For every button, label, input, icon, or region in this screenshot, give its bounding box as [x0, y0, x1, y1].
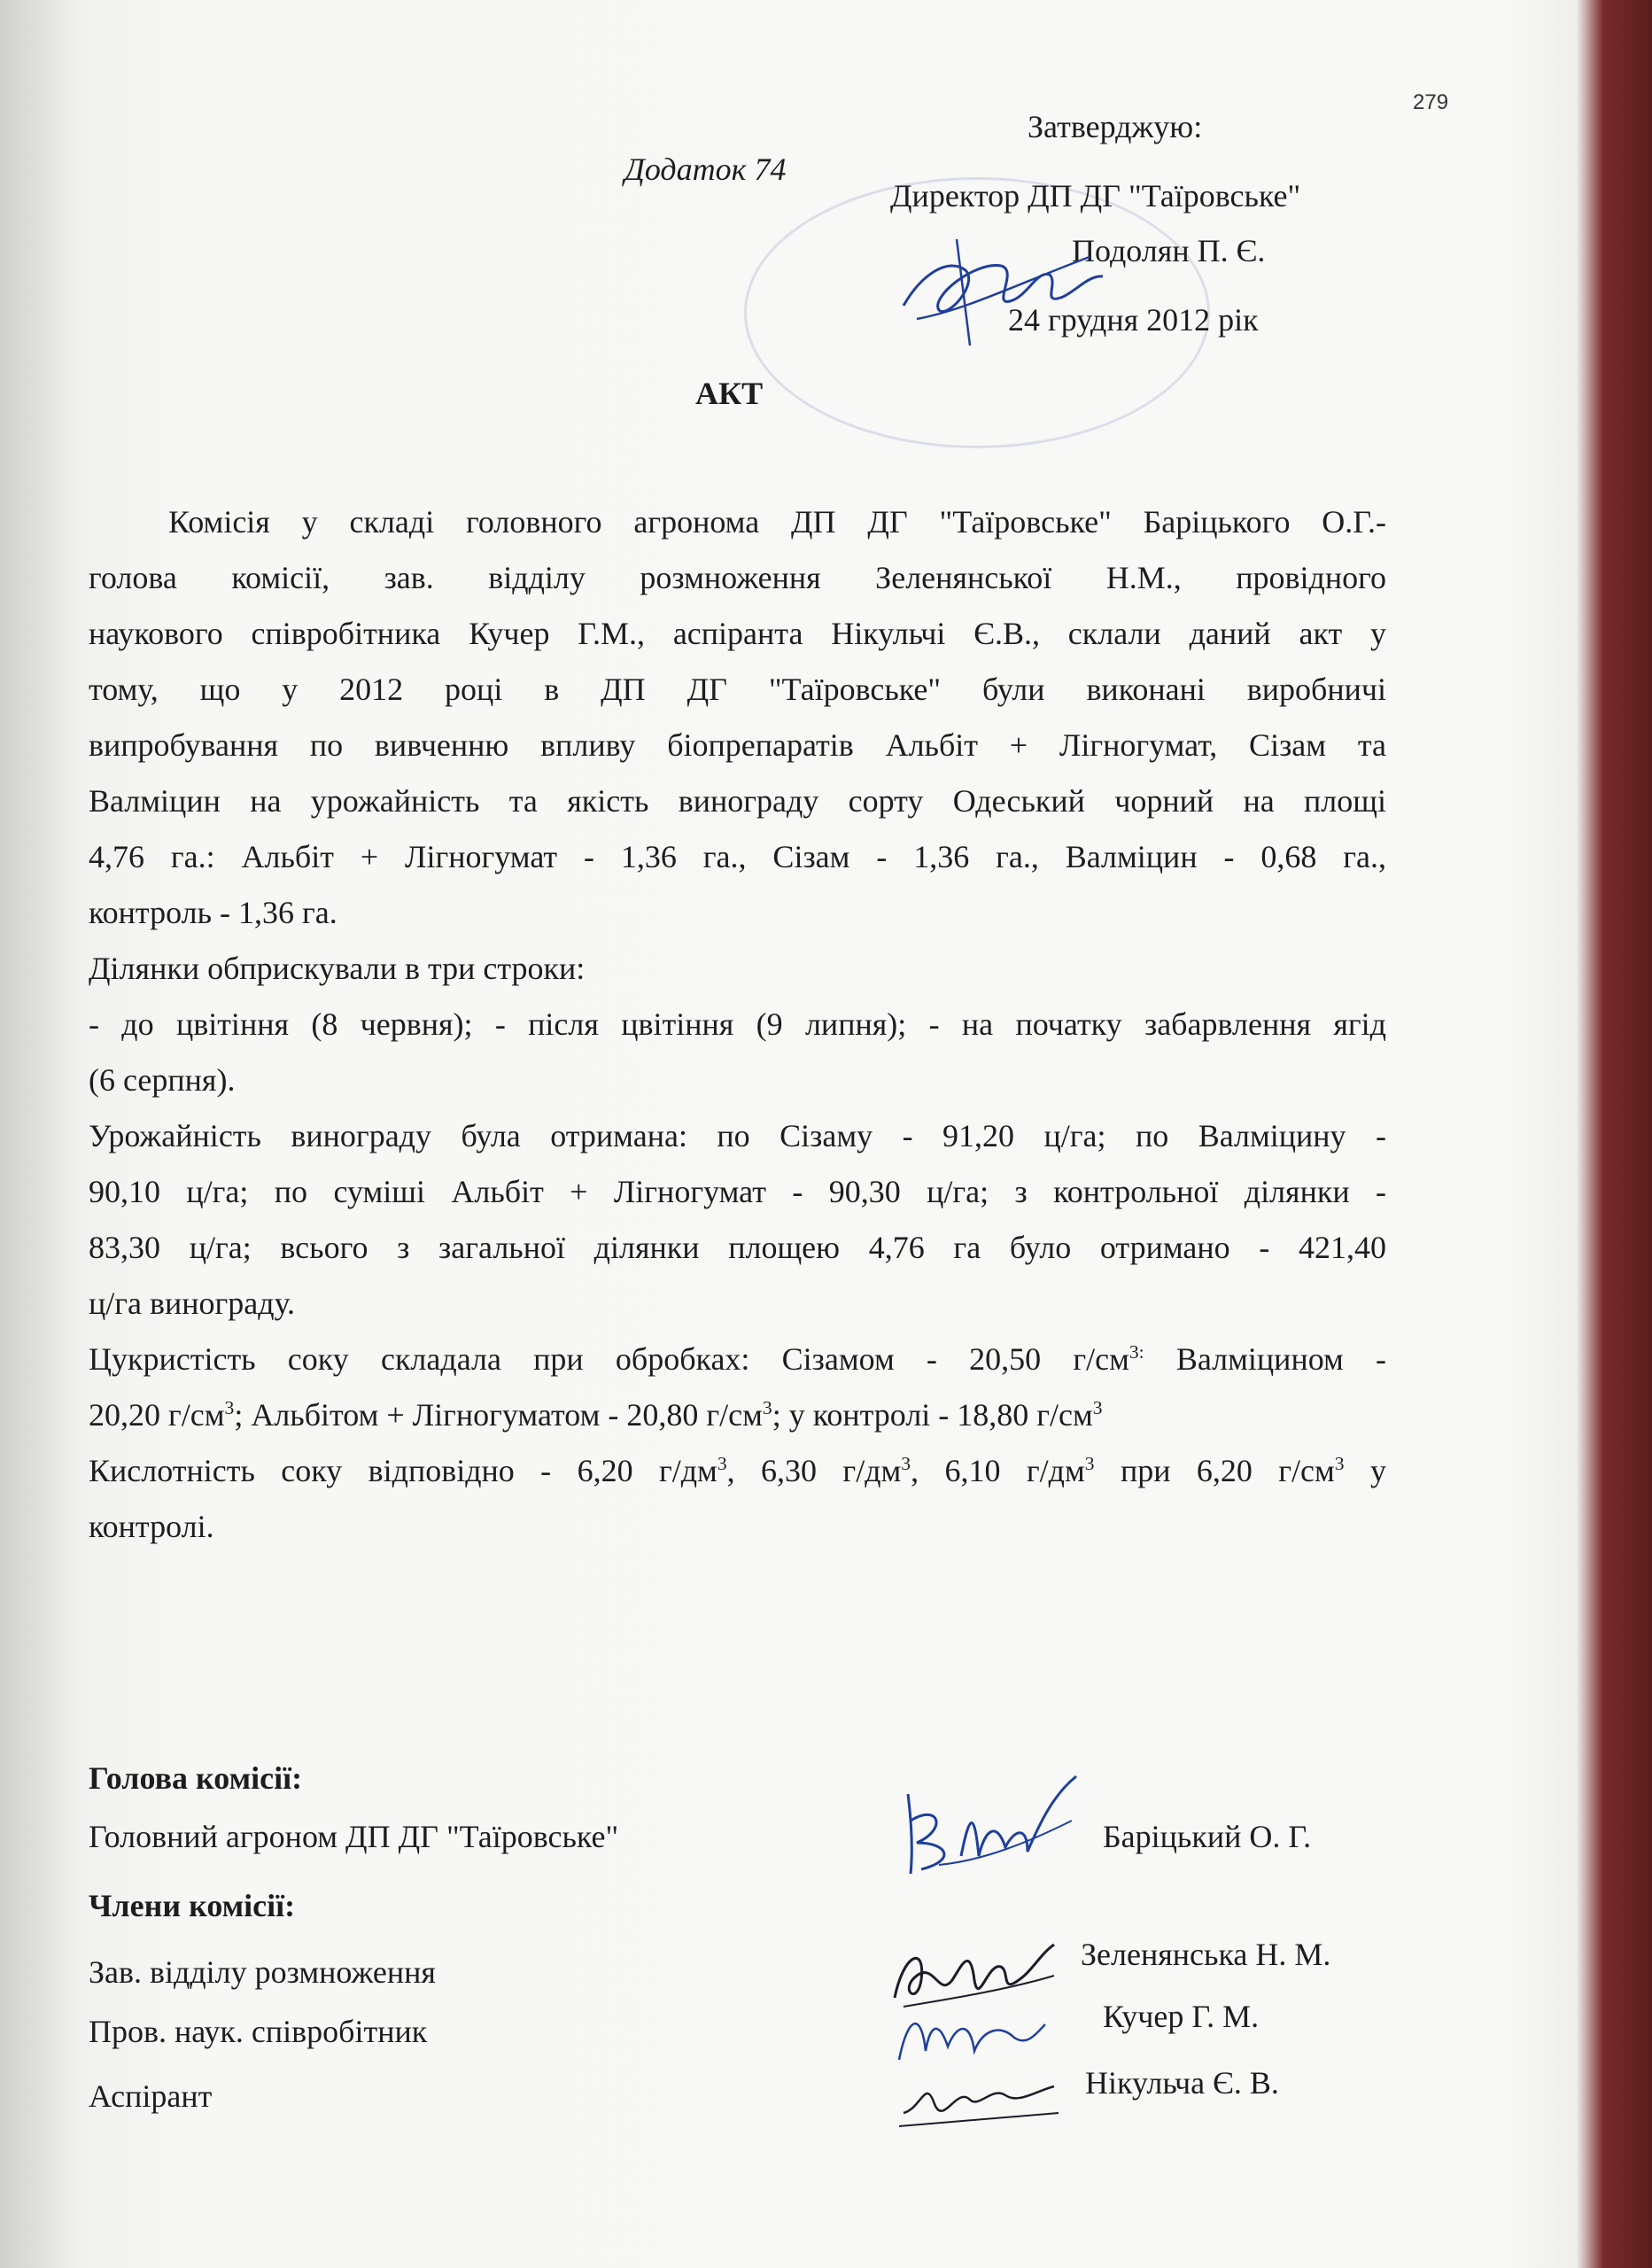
p1-line: випробування по вивченню впливу біопрепаратів Альбіт + Лігногумат, Сізам та [89, 727, 1386, 763]
paragraph-1 [89, 503, 1386, 1564]
director-name: Подолян П. Є. [1072, 233, 1266, 268]
chair-role: Головний агроном ДП ДГ "Таїровське" [89, 1819, 619, 1854]
member-signature-3 [895, 2060, 1063, 2140]
paragraph-3-line: - до цвітіння (8 червня); - після цвітіння (9 липня); - на початку забарвлення ягід [89, 1006, 1386, 1042]
p5-text: ; у контролі - 18,80 г/см [772, 1397, 1093, 1433]
chair-heading: Голова комісії: [89, 1760, 303, 1796]
p6-text: у [1344, 1453, 1386, 1488]
appendix-label: Додаток 74 [624, 151, 787, 187]
superscript: 3 [1092, 1397, 1103, 1418]
p1-line: голова комісії, зав. відділу розмноження Зеленянської Н.М., провідного [89, 560, 1386, 595]
p1-line: Комісія у складі головного агронома ДП ДГ "Таїровське" Баріцького О.Г.- [168, 504, 1386, 540]
paragraph-3-line: (6 серпня). [89, 1062, 236, 1098]
member-role: Аспірант [89, 2078, 213, 2114]
page-number: 279 [1413, 90, 1449, 114]
superscript: 3 [762, 1397, 772, 1418]
director-title: Директор ДП ДГ "Таїровське" [890, 178, 1301, 214]
superscript: 3 [717, 1453, 727, 1474]
chair-signature [886, 1759, 1090, 1891]
member-name: Кучер Г. М. [1103, 1999, 1260, 2034]
p6-line [89, 1452, 1386, 1508]
p4-line-last: ц/га винограду. [89, 1285, 295, 1321]
p1-line: 4,76 га.: Альбіт + Лігногумат - 1,36 га., Сізам - 1,36 га., Валміцин - 0,68 га., [89, 839, 1386, 874]
p6-line: контролі. [89, 1509, 214, 1544]
paragraph-2: Ділянки обприскували в три строки: [89, 951, 586, 986]
member-name: Нікульча Є. В. [1085, 2065, 1279, 2101]
director-signature [886, 221, 1116, 363]
members-heading: Члени комісії: [89, 1888, 296, 1923]
p4-line: 83,30 ц/га; всього з загальної ділянки площею 4,76 га було отримано - 421,40 [89, 1230, 1386, 1265]
superscript: 3: [1128, 1341, 1144, 1363]
superscript: 3 [224, 1397, 235, 1418]
p1-line-last: контроль - 1,36 га. [89, 895, 337, 930]
superscript: 3 [1334, 1453, 1345, 1474]
p6-text: Кислотність соку відповідно - 6,20 г/дм [89, 1453, 717, 1488]
p6-text: при 6,20 г/см [1094, 1453, 1335, 1488]
chair-name: Баріцький О. Г. [1103, 1819, 1312, 1854]
p1-line: Валміцин на урожайність та якість винограду сорту Одеський чорний на площі [89, 783, 1386, 819]
p5-line [89, 1396, 1386, 1452]
superscript: 3 [901, 1453, 911, 1474]
document-title: АКТ [695, 376, 764, 411]
member-name: Зеленянська Н. М. [1081, 1937, 1331, 1972]
p5-text: Цукристість соку складала при обробках: Сізамом - 20,50 г/см [89, 1341, 1129, 1377]
p5-line [89, 1340, 1386, 1396]
p6-text: , 6,30 г/дм [726, 1453, 902, 1488]
p5-text: 20,20 г/см [89, 1397, 225, 1433]
p4-line: Урожайність винограду була отримана: по Сізаму - 91,20 ц/га; по Валміцину - [89, 1118, 1386, 1153]
p5-text: ; Альбітом + Лігногуматом - 20,80 г/см [234, 1397, 763, 1433]
approve-label: Затверджую: [1028, 109, 1203, 144]
p6-text: , 6,10 г/дм [911, 1453, 1085, 1488]
p1-line: наукового співробітника Кучер Г.М., аспіранта Нікульчі Є.В., склали даний акт у [89, 616, 1386, 651]
superscript: 3 [1084, 1453, 1095, 1474]
p5-text: Валміцином - [1144, 1341, 1387, 1377]
p4-line: 90,10 ц/га; по суміші Альбіт + Лігногумат - 90,30 ц/га; з контрольної ділянки - [89, 1174, 1386, 1209]
approval-date: 24 грудня 2012 рік [1008, 302, 1259, 338]
p1-line: тому, що у 2012 році в ДП ДГ "Таїровське" були виконані виробничі [89, 672, 1386, 707]
member-role: Пров. наук. співробітник [89, 2014, 428, 2049]
member-role: Зав. відділу розмноження [89, 1954, 436, 1990]
